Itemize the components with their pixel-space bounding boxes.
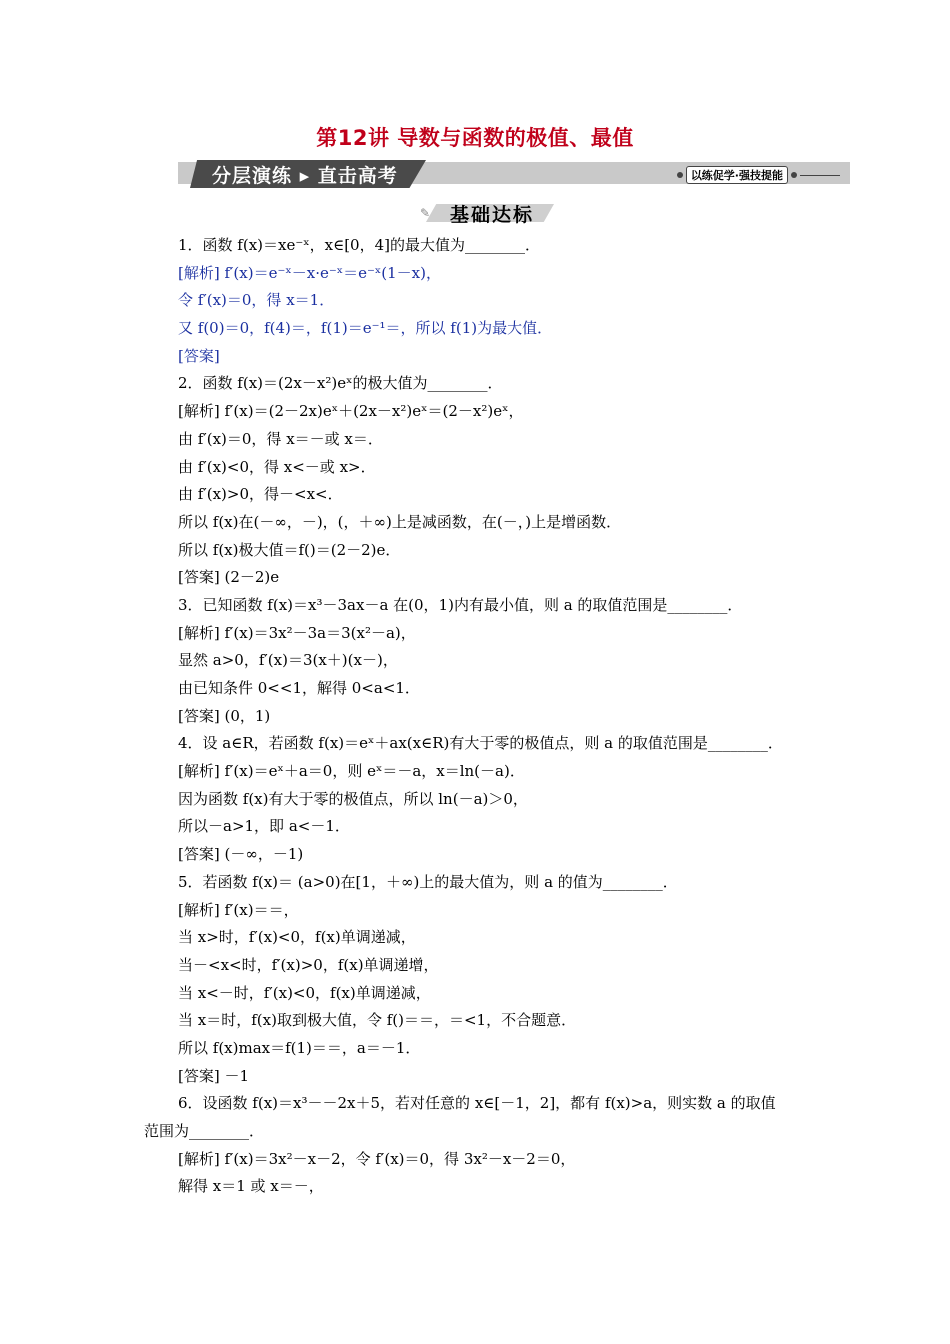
text-line: [答案] －1 xyxy=(178,1066,250,1085)
text-line: [解析] f′(x)＝3x²－3a＝3(x²－a)， xyxy=(178,623,416,642)
text-line: 由 f′(x)>0，得－<x<． xyxy=(178,485,343,504)
text-line: 所以－a>1，即 a<－1． xyxy=(178,817,350,836)
text-line: 显然 a>0，f′(x)＝3(x＋)(x－)， xyxy=(178,651,398,670)
text-line: 当 x>时，f′(x)<0，f(x)单调递减， xyxy=(178,928,416,947)
decoration-icon: ✎ xyxy=(420,206,431,220)
bullet-icon xyxy=(791,172,797,178)
text-line: 5．若函数 f(x)＝ (a>0)在[1，＋∞)上的最大值为，则 a 的值为________． xyxy=(178,872,678,891)
text-line: [答案] (2－2)e xyxy=(178,568,280,587)
text-line: [答案] (0，1) xyxy=(178,706,271,725)
text-line: 解得 x＝1 或 x＝－， xyxy=(178,1177,324,1196)
text-line: 所以 f(x)极大值＝f()＝(2－2)e． xyxy=(178,540,401,559)
text-line: 由已知条件 0<<1，解得 0<a<1． xyxy=(178,679,420,697)
text-line: [答案] (－∞，－1) xyxy=(178,845,304,864)
divider xyxy=(800,175,840,176)
section-title: 基础达标 xyxy=(450,204,535,226)
text-line: 范围为________． xyxy=(144,1122,265,1140)
text-line: [解析] f′(x)＝eˣ＋a＝0，则 eˣ＝－a，x＝ln(－a)． xyxy=(178,762,525,781)
page-title: 第12讲 导数与函数的极值、最值 xyxy=(316,126,634,150)
text-line: 由 f′(x)<0，得 x<－或 x>． xyxy=(178,457,376,476)
text-line: 1．函数 f(x)＝xe⁻ˣ，x∈[0，4]的最大值为________． xyxy=(178,236,540,254)
document-body xyxy=(144,232,828,1201)
text-line: 由 f′(x)＝0，得 x＝－或 x＝． xyxy=(178,429,383,448)
text-line: 2．函数 f(x)＝(2x－x²)eˣ的极大值为________． xyxy=(178,374,503,393)
text-line: 当 x<－时，f′(x)<0，f(x)单调递减， xyxy=(178,983,431,1002)
text-line: [答案] xyxy=(178,346,220,365)
text-line: [解析] f′(x)＝(2－2x)eˣ＋(2x－x²)eˣ＝(2－x²)eˣ， xyxy=(178,402,524,421)
text-line: 当 x＝时，f(x)取到极大值，令 f()＝＝，＝<1，不合题意． xyxy=(178,1011,577,1030)
text-line: 所以 f(x)在(－∞，－)，(，＋∞)上是减函数，在(－，)上是增函数． xyxy=(178,512,622,531)
text-line: 令 f′(x)＝0，得 x＝1． xyxy=(178,291,335,310)
text-line: 因为函数 f(x)有大于零的极值点，所以 ln(－a)＞0， xyxy=(178,789,528,808)
text-line: 6．设函数 f(x)＝x³－－2x＋5，若对任意的 x∈[－1，2]，都有 f(x)>a，则实数 a 的取值 xyxy=(178,1094,776,1113)
text-line: 又 f(0)＝0，f(4)＝，f(1)＝e⁻¹＝，所以 f(1)为最大值． xyxy=(178,319,553,338)
bullet-icon xyxy=(677,172,683,178)
text-line: [解析] f′(x)＝e⁻ˣ－x·e⁻ˣ＝e⁻ˣ(1－x)， xyxy=(178,263,441,282)
text-line: [解析] f′(x)＝3x²－x－2，令 f′(x)＝0，得 3x²－x－2＝0， xyxy=(178,1149,576,1168)
text-line: 所以 f(x)max＝f(1)＝＝，a＝－1． xyxy=(178,1038,421,1057)
text-line: [解析] f′(x)＝＝， xyxy=(178,900,299,919)
section-banner xyxy=(178,160,850,188)
text-line: 3．已知函数 f(x)＝x³－3ax－a 在(0，1)内有最小值，则 a 的取值范围是________． xyxy=(178,595,743,614)
text-line: 当－<x<时，f′(x)>0，f(x)单调递增， xyxy=(178,955,439,974)
banner-right-group xyxy=(674,166,840,184)
text-line: 4．设 a∈R，若函数 f(x)＝eˣ＋ax(x∈R)有大于零的极值点，则 a 的取值范围是________． xyxy=(178,734,783,753)
banner-left-text: 分层演练 ▸ 直击高考 xyxy=(212,165,398,187)
banner-right-tag: 以练促学·强技提能 xyxy=(686,166,788,184)
